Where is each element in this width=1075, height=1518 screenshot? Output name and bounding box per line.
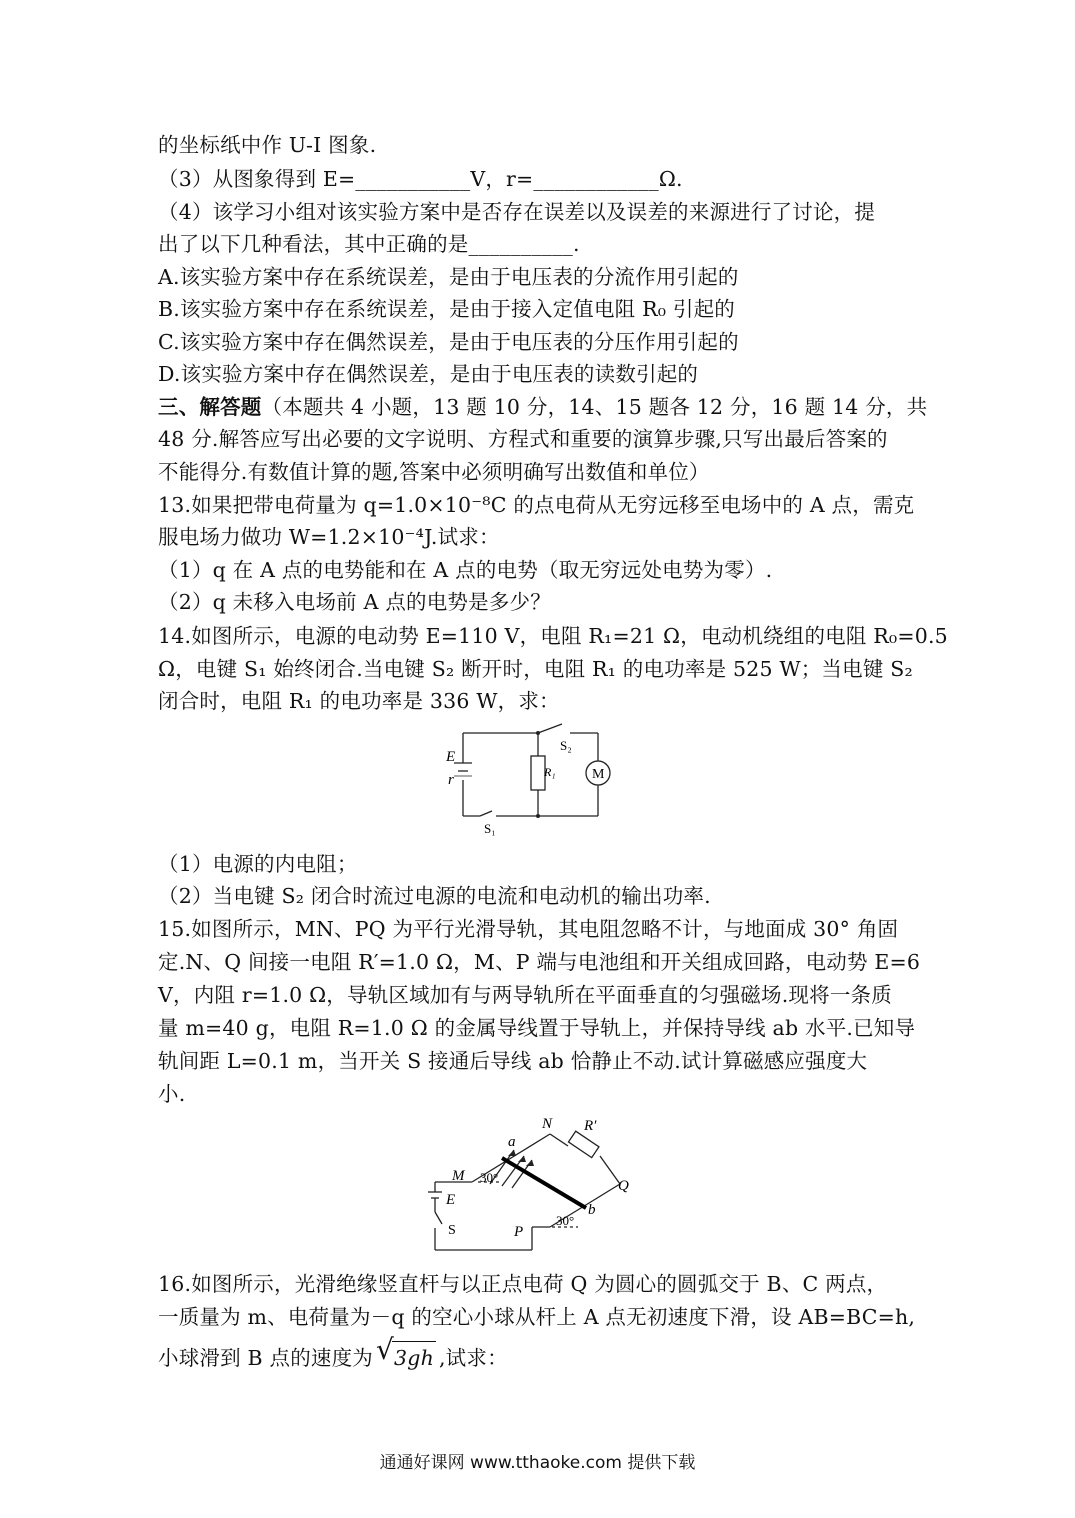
text-line — [158, 1333, 918, 1375]
question-16: 16.如图所示，光滑绝缘竖直杆与以正点电荷 Q 为圆心的圆弧交于 B、C 两点， — [158, 1272, 888, 1296]
label-r: r — [448, 772, 454, 788]
sqrt-radicand: 3gh — [392, 1341, 436, 1375]
question-15: 15.如图所示，MN、PQ 为平行光滑导轨，其电阻忽略不计，与地面成 30° 角固 — [158, 917, 899, 941]
text-line: 48 分.解答应写出必要的文字说明、方程式和重要的演算步骤,只写出最后答案的 — [158, 427, 888, 451]
text-fragment: 小球滑到 B 点的速度为 — [158, 1346, 373, 1370]
section-intro — [158, 391, 928, 424]
label-rprime: R′ — [584, 1118, 597, 1134]
circuit-figure-14 — [430, 718, 630, 838]
text-line: （1）q 在 A 点的电势能和在 A 点的电势（取无穷远处电势为零）. — [158, 558, 773, 582]
question-13: 13.如果把带电荷量为 q=1.0×10⁻⁸C 的点电荷从无穷远移至电场中的 A 点，需克 — [158, 493, 915, 517]
question-14: 14.如图所示，电源的电动势 E=110 V，电阻 R₁=21 Ω，电动机绕组的电阻 R₀=0.5 — [158, 624, 948, 648]
label-n: N — [542, 1116, 553, 1132]
text-line: 的坐标纸中作 U-I 图象. — [158, 133, 377, 157]
text-line: 量 m=40 g，电阻 R=1.0 Ω 的金属导线置于导轨上，并保持导线 ab 水平.已知导 — [158, 1016, 916, 1040]
text-line: 小. — [158, 1082, 186, 1106]
text-line: （1）电源的内电阻； — [158, 852, 358, 876]
label-angle-bottom: 30° — [556, 1213, 575, 1228]
text-line: Ω，电键 S₁ 始终闭合.当电键 S₂ 断开时，电阻 R₁ 的电功率是 525 W；当电键 S₂ — [158, 657, 913, 681]
option-c: C.该实验方案中存在偶然误差，是由于电压表的分压作用引起的 — [158, 330, 739, 354]
text-line: （3）从图象得到 E=___________V，r=____________Ω. — [158, 167, 683, 191]
label-s2: S₂ — [560, 738, 572, 753]
option-d: D.该实验方案中存在偶然误差，是由于电压表的读数引起的 — [158, 362, 699, 386]
text-line: 定.N、Q 间接一电阻 R′=1.0 Ω，M、P 端与电池组和开关组成回路，电动势 E=6 — [158, 950, 921, 974]
rail-figure-15 — [420, 1112, 650, 1257]
option-a: A.该实验方案中存在系统误差，是由于电压表的分流作用引起的 — [158, 265, 739, 289]
label-a: a — [508, 1134, 516, 1150]
label-r1: R₁ — [544, 765, 556, 779]
text-line: 一质量为 m、电荷量为－q 的空心小球从杆上 A 点无初速度下滑，设 AB=BC=h, — [158, 1305, 916, 1329]
option-b: B.该实验方案中存在系统误差，是由于接入定值电阻 R₀ 引起的 — [158, 297, 735, 321]
label-angle-top: 30° — [480, 1170, 499, 1185]
text-line: 闭合时，电阻 R₁ 的电功率是 336 W，求： — [158, 689, 560, 713]
label-s1: S₁ — [484, 821, 496, 836]
label-s: S — [448, 1223, 456, 1238]
text-line: 出了以下几种看法，其中正确的是__________. — [158, 232, 580, 256]
footer: 通通好课网 www.tthaoke.com 提供下载 — [379, 1453, 696, 1473]
text-line: V，内阻 r=1.0 Ω，导轨区域加有与两导轨所在平面垂直的匀强磁场.现将一条质 — [158, 983, 892, 1007]
text-line: 服电场力做功 W=1.2×10⁻⁴J.试求： — [158, 525, 500, 549]
text-line: 轨间距 L=0.1 m，当开关 S 接通后导线 ab 恰静止不动.试计算磁感应强度大 — [158, 1049, 868, 1073]
label-m: M — [452, 1168, 465, 1184]
label-p: P — [514, 1224, 524, 1240]
label-e: E — [446, 749, 456, 765]
text-fragment: ,试求： — [438, 1346, 508, 1370]
label-e: E — [446, 1192, 456, 1208]
section-text: （本题共 4 小题，13 题 10 分，14、15 题各 12 分，16 题 14 分，共 — [261, 395, 928, 419]
label-q: Q — [618, 1178, 629, 1194]
text-line: （2）q 未移入电场前 A 点的电势是多少？ — [158, 590, 551, 614]
label-b: b — [588, 1202, 596, 1218]
text-line: 不能得分.有数值计算的题,答案中必须明确写出数值和单位） — [158, 460, 710, 484]
label-motor: M — [592, 767, 605, 782]
sqrt-expression — [376, 1333, 436, 1375]
text-line: （2）当电键 S₂ 闭合时流过电源的电流和电动机的输出功率. — [158, 884, 711, 908]
text-line: （4）该学习小组对该实验方案中是否存在误差以及误差的来源进行了讨论，提 — [158, 200, 876, 224]
section-heading: 三、解答题 — [158, 395, 262, 419]
sqrt-sign: √ — [376, 1333, 395, 1366]
